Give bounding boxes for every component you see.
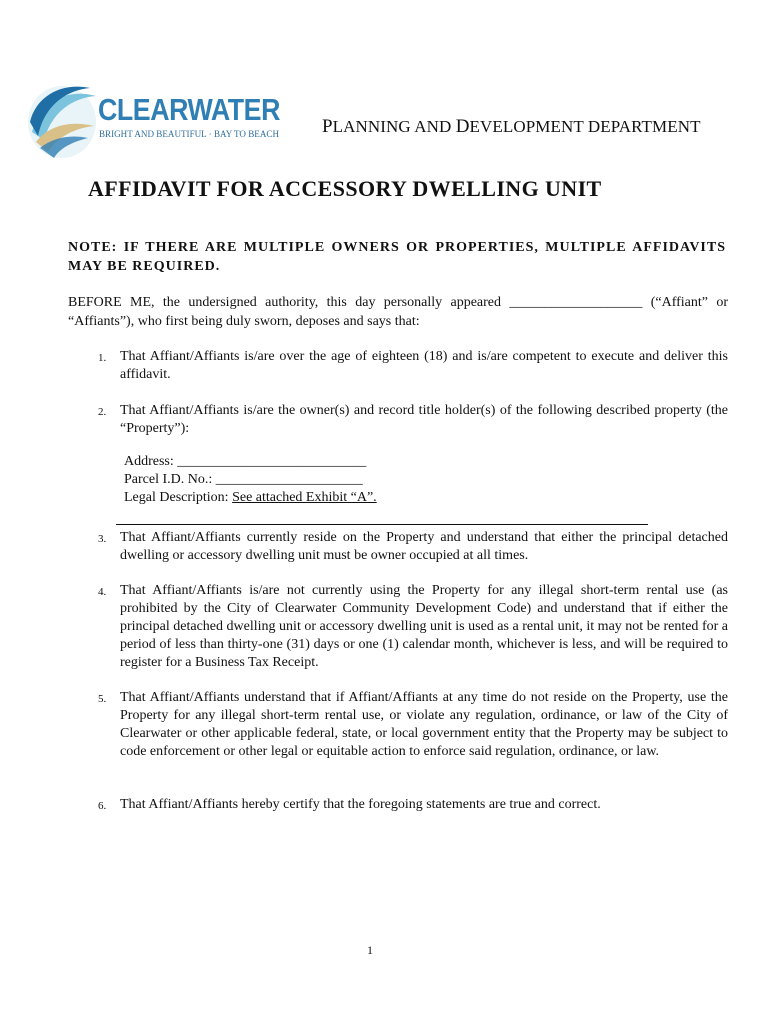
address-field[interactable]: Address: ___________________________ (124, 454, 367, 469)
department-heading: PLANNING AND DEVELOPMENT DEPARTMENT (322, 116, 701, 137)
clause-number: 6. (98, 800, 107, 812)
legal-description-field: Legal Description: See attached Exhibit “A”. (124, 490, 377, 505)
clause-number: 5. (98, 693, 107, 705)
clause-5 (98, 689, 728, 761)
owners-note: NOTE: IF THERE ARE MULTIPLE OWNERS OR PROPERTIES, MULTIPLE AFFIDAVITS MAY BE REQUIRED. (68, 240, 726, 274)
clause-number: 2. (98, 406, 107, 418)
clause-text: That Affiant/Affiants understand that if Affiant/Affiants at any time do not reside on the Property, use the Property for any illegal short-term rental use, or violate any regulation, ordinance, or law of the City of Clearwater or other applicable federal, state, or local government entity that the Property may be subject to code enforcement or other legal or equitable action to enforce said regulation, ordinance, or law. (120, 690, 728, 759)
clause-number: 3. (98, 533, 107, 545)
clause-text: That Affiant/Affiants is/are the owner(s) and record title holder(s) of the following described property (the “Property”): (120, 403, 728, 436)
clause-text: That Affiant/Affiants is/are not currently using the Property for any illegal short-term rental use (as prohibited by the City of Clearwater Community Development Code) and understand that if either the principal detached dwelling unit or accessory dwelling unit is used as a rental unit, it may not be rented for a period of less than thirty-one (31) days or one (1) calendar month, whichever is less, and will be required to register for a Business Tax Receipt. (120, 583, 728, 670)
divider-line (116, 524, 648, 525)
intro-line-1: BEFORE ME, the undersigned authority, this day personally appeared ___________________ (“Affiant” or (68, 295, 728, 310)
clause-number: 1. (98, 352, 107, 364)
clearwater-logo (26, 82, 288, 162)
clause-number: 4. (98, 586, 107, 598)
logo-tagline: BRIGHT AND BEAUTIFUL · BAY TO BEACH (99, 130, 280, 140)
clause-2 (98, 402, 728, 438)
exhibit-reference: See attached Exhibit “A”. (232, 490, 377, 505)
clause-text: That Affiant/Affiants hereby certify that the foregoing statements are true and correct. (120, 797, 601, 812)
page-number: 1 (367, 943, 373, 957)
intro-line-2: “Affiants”), who first being duly sworn, deposes and says that: (68, 314, 420, 329)
intro-paragraph (68, 293, 728, 331)
clause-4 (98, 582, 728, 672)
clause-text: That Affiant/Affiants is/are over the age of eighteen (18) and is/are competent to execute and deliver this affidavit. (120, 349, 728, 382)
clause-6 (98, 796, 728, 814)
clause-text: That Affiant/Affiants currently reside on the Property and understand that either the principal detached dwelling or accessory dwelling unit must be owner occupied at all times. (120, 530, 728, 563)
logo-wordmark: CLEARWATER (98, 92, 281, 127)
clearwater-logo-graphic (26, 82, 288, 162)
clause-1 (98, 348, 728, 384)
property-fields (124, 453, 377, 507)
clause-3 (98, 529, 728, 565)
document-title: AFFIDAVIT FOR ACCESSORY DWELLING UNIT (88, 176, 602, 201)
parcel-id-field[interactable]: Parcel I.D. No.: _____________________ (124, 472, 363, 487)
